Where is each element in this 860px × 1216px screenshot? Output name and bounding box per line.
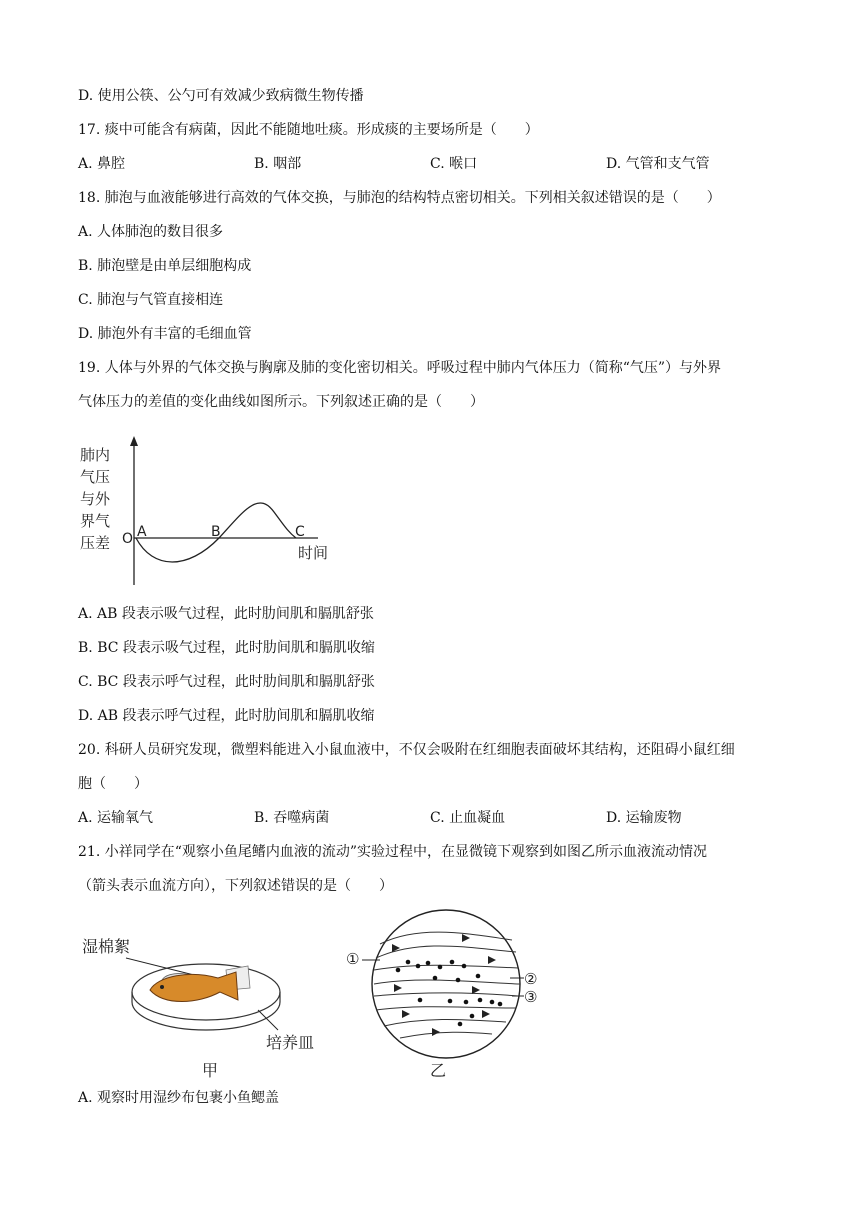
- q20-stem-line2: 胞（ ）: [78, 776, 148, 792]
- q20-option-c: C. 止血凝血: [430, 810, 506, 826]
- q18-option-a: A. 人体肺泡的数目很多: [78, 224, 224, 240]
- q17-stem: 17. 痰中可能含有病菌，因此不能随地吐痰。形成痰的主要场所是（ ）: [78, 122, 539, 138]
- caption-yi: 乙: [430, 1061, 447, 1080]
- q17-option-a: A. 鼻腔: [78, 156, 126, 172]
- caption-jia: 甲: [202, 1061, 219, 1080]
- y-axis-label: [80, 446, 111, 552]
- origin-label: O: [122, 531, 134, 547]
- q19-option-d: D. AB 段表示呼气过程，此时肋间肌和膈肌收缩: [78, 708, 375, 724]
- y-axis-arrow: [130, 436, 138, 446]
- q19-pressure-curve-figure: [78, 430, 348, 590]
- q19-stem-line1: 19. 人体与外界的气体交换与胸廓及肺的变化密切相关。呼吸过程中肺内气体压力（简称“气压”）与外界: [78, 360, 722, 376]
- point-a-label: A: [137, 524, 147, 540]
- q20-option-d: D. 运输废物: [606, 810, 682, 826]
- q20-option-a: A. 运输氧气: [78, 810, 154, 826]
- point-c-label: C: [295, 524, 305, 540]
- y-label-line-2: 气压: [80, 468, 111, 486]
- q18-option-c: C. 肺泡与气管直接相连: [78, 292, 224, 308]
- q16-option-d: D. 使用公筷、公勺可有效减少致病微生物传播: [78, 88, 364, 104]
- q19-stem-line2: 气体压力的差值的变化曲线如图所示。下列叙述正确的是（ ）: [78, 394, 484, 410]
- q19-option-b: B. BC 段表示吸气过程，此时肋间肌和膈肌收缩: [78, 640, 375, 656]
- q21-option-a: A. 观察时用湿纱布包裹小鱼鳃盖: [78, 1090, 280, 1106]
- x-axis-label: 时间: [298, 544, 329, 562]
- marker-3: ③: [524, 988, 538, 1006]
- marker-2: ②: [524, 970, 538, 988]
- q18-option-b: B. 肺泡壁是由单层细胞构成: [78, 258, 252, 274]
- q19-option-c: C. BC 段表示呼气过程，此时肋间肌和膈肌舒张: [78, 674, 375, 690]
- q17-option-b: B. 咽部: [254, 156, 302, 172]
- label-wet-cotton: 湿棉絮: [82, 937, 131, 956]
- q20-option-b: B. 吞噬病菌: [254, 810, 330, 826]
- y-label-line-4: 界气: [80, 512, 111, 530]
- y-label-line-1: 肺内: [80, 446, 111, 464]
- q20-stem-line1: 20. 科研人员研究发现，微塑料能进入小鼠血液中，不仅会吸附在红细胞表面破坏其结构，还阻碍小鼠红细: [78, 742, 735, 758]
- q17-option-d: D. 气管和支气管: [606, 156, 710, 172]
- point-b-label: B: [211, 524, 221, 540]
- q17-option-c: C. 喉口: [430, 156, 478, 172]
- y-label-line-3: 与外: [80, 490, 111, 508]
- q18-option-d: D. 肺泡外有丰富的毛细血管: [78, 326, 252, 342]
- marker-1: ①: [346, 950, 360, 968]
- q18-stem: 18. 肺泡与血液能够进行高效的气体交换，与肺泡的结构特点密切相关。下列相关叙述错误的是（ ）: [78, 190, 721, 206]
- q21-figure-jia-fish-dish: [78, 930, 338, 1080]
- label-petri-dish: 培养皿: [266, 1033, 315, 1052]
- q21-stem-line1: 21. 小祥同学在“观察小鱼尾鳍内血液的流动”实验过程中，在显微镜下观察到如图乙所示血液流动情况: [78, 844, 708, 860]
- y-label-line-5: 压差: [80, 534, 111, 552]
- q21-figure-yi-microscope-view: [340, 904, 550, 1080]
- q21-stem-line2: （箭头表示血流方向），下列叙述错误的是（ ）: [78, 878, 393, 894]
- q19-option-a: A. AB 段表示吸气过程，此时肋间肌和膈肌舒张: [78, 606, 374, 622]
